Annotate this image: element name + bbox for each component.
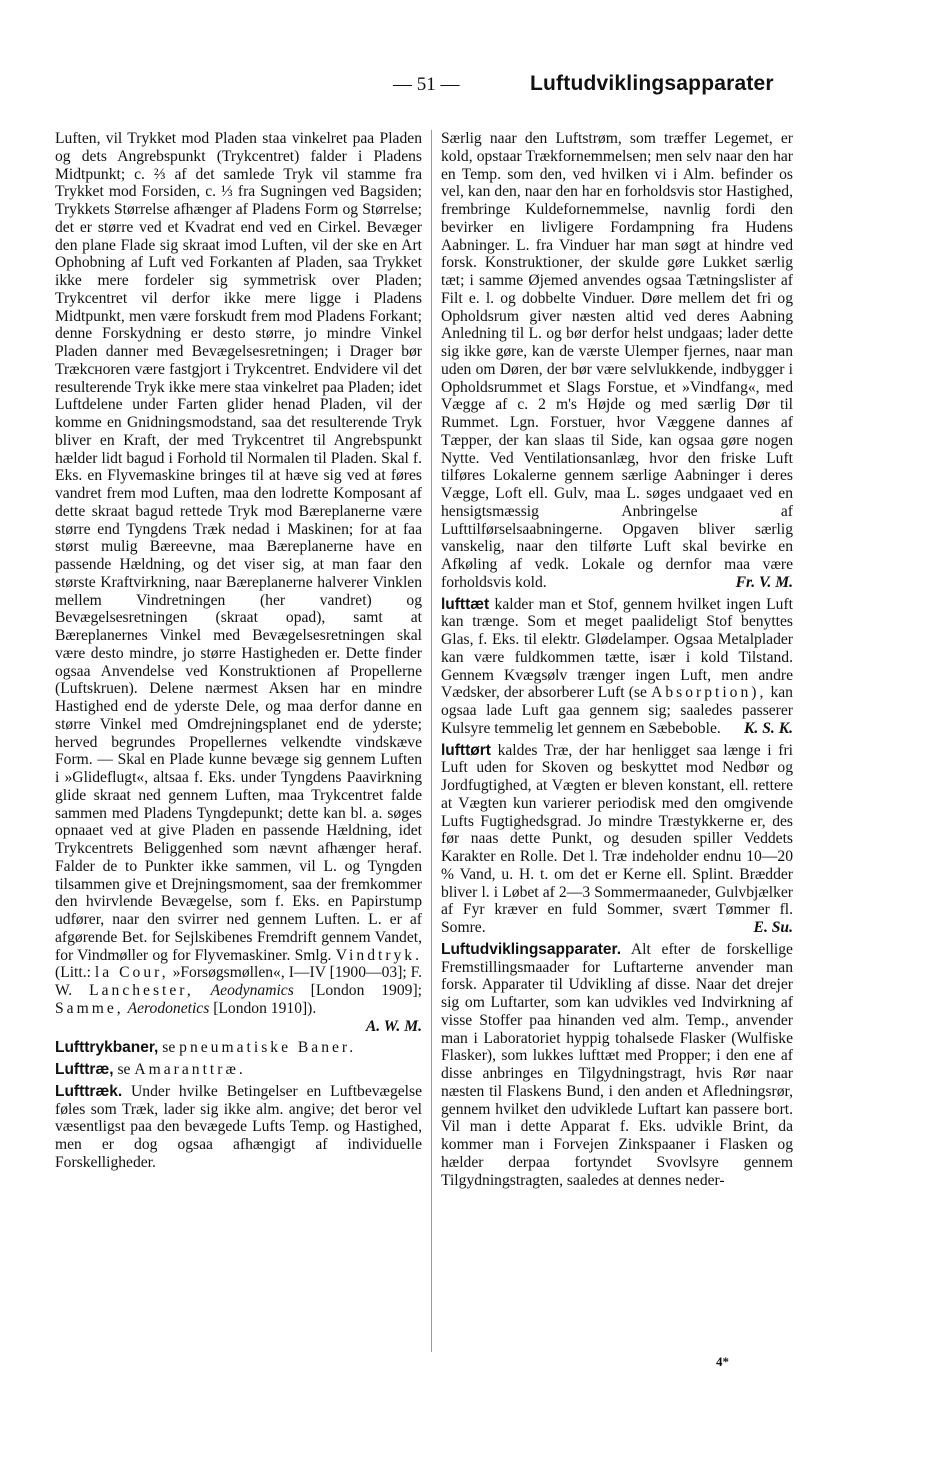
book-title: Aeodynamics [210,982,294,999]
entry-text: Luften, vil Trykket mod Pladen staa vinkelret paa Pladen og dets Angrebspunkt (Trykcentret) falder i Pladens Midtpunkt; c. ⅔ af det samlede Tryk vil stamme fra Trykket mod Forsiden, c. ⅓ fra Sugningen ved Bagsiden; Trykkets Størrelse afhænger af Pladens Form og Størrelse; det er større ved et Kvadrat end ved en Cirkel. Bevæger den plane Flade sig skraat imod Luften, vil der ske en Art Ophobning af Luft ved Forkanten af Pladen, saa Trykket ikke mere fordeler sig symmetrisk over Pladen; Trykcentret vil derfor ikke mere ligge i Pladens Midtpunkt, men være forskudt frem mod Pladens Forkant; denne Forskydning er desto større, jo mindre Vinkel Pladen danner med Bevægelsesretningen; i Drager bør Trækснoren være fastgjort i Trykcentret. Endvidere vil det resulterende Tryk ikke mere staa vinkelret paa Pladen; idet Luftdelene under Farten glider henad Pladen, vil der komme en Gnidningsmodstand, saa det resulterende Tryk bliver en Kraft, der med Trykcentret til Angrebspunkt hælder lidt bagud i Forhold til Normalen til Pladen. Skal f. Eks. en Flyvemaskine bringes til at hæve sig ved at føres vandret frem mod Luften, maa den lodrette Komposant af dette skraat bagud rettede Tryk mod Bæreplanerne være større end Tyngdens Træk nedad i Maskinen; for at faa størst mulig Bæreevne, maa Bæreplanerne have en passende Hældning, og det viser sig, at man faar den største Kraftvirkning, naar Bæreplanerne halverer Vinklen mellem Vindretningen (her vandret) og Bevægelsesretningen (skraat opad), samt at Bæreplanernes Vinkel med Bevægelsesretningen skal være desto mindre, jo større Hastigheden er. Dette finder ogsaa Anvendelse ved Konstruktionen af Propellerne (Luftskruen). Delene nærmest Aksen har en mindre Hastighed end de yderste Dele, og maa derfor danne en større Vinkel med Omdrejningsplanet end de yderste; herved begrundes Propellernes velkendte vindskæve Form. — Skal en Plade kunne bevæge sig gennem Luften i »Glideflugt«, altsaa f. Eks. under Tyngdens Paavirkning glide skraat ned gennem Luften, maa Trykcentret falde sammen med Pladens Tyngdepunkt; dette kan bl. a. søges opnaaet ved at give Pladen en passende Hældning, idet Trykcentrets Beliggenhed som nævnt afhænger heraf. Falder de to Punkter ikke sammen, vil L. og Tyngden tilsammen give et Drejningsmoment, saa der fremkommer den hvirvlende Bevægelse, som f. Eks. en Papirstump udfører, naar den svirrer ned gennem Luften. L. er af afgørende Bet. for Sejlskibenes Fremdrift gennem Vandet, for Vindmøller og for Flyvemaskiner. Smlg. [55,130,422,964]
cross-reference: pneumatiske Baner. [179,1039,357,1057]
entry-luftraek [55,1083,422,1172]
entry-headword: Lufttrykbaner, [55,1039,159,1057]
entry-headword: Luftudviklingsapparater. [441,940,622,958]
running-title: Luftudviklingsapparater [530,72,774,95]
entry-text: kan ogsaa lade Luft gaa gennem sig; saaledes passerer Kulsyre temmelig let gennem en Sæbeboble. [441,684,793,737]
entry-lufttrykbaner [55,1039,422,1057]
page-number: — 51 — [393,74,460,95]
entry-text: kaldes Træ, der har henligget saa længe i fri Luft uden for Skoven og beskyttet mod Nedbør og Jordfugtighed, at Vægten er bleven konstant, ell. rettere at Vægten kun varierer periodisk med den omgivende Lufts Fugtighedsgrad. Jo mindre Træstykkerne er, des før naas dette Punkt, og desuden spiller Veddets Karakter en Rolle. Det l. Træ indeholder endnu 10—20 % Vand, u. H. t. om det er Kerne ell. Splint. Brædder bliver l. i Løbet af 2—3 Sommermaaneder, Gulvbjælker af Fyr kræver en fuld Sommer, svært Tømmer fl. Somre. [441,741,793,936]
author-signature: Fr. V. M. [735,573,793,591]
entry-text: kalder man et Stof, gennem hvilket ingen Luft kan trænge. Som et meget paalideligt Stof benyttes Glas, f. Eks. til elektr. Glødelamper. Ogsaa Metalplader kan være fuldkommen tætte, især i kold Tilstand. Gennem Kvægsølv trænger ingen Luft, men andre Vædsker, der absorberer Luft (se [441,595,793,702]
see-label: se [162,1039,176,1057]
entry-headword: lufttørt [441,741,491,759]
literature-text: [London 1909]; [310,982,422,999]
column-divider [431,130,432,1352]
see-label: se [117,1061,131,1078]
page-header [0,70,928,104]
author-signature: E. Su. [753,919,793,936]
literature-label: (Litt.: [55,964,91,982]
entry-luftraek-continuation [441,130,793,592]
entry-luft-continuation [55,130,422,1035]
cross-reference: Absorption), [651,684,767,702]
entry-luftudviklingsapparater [441,941,793,1190]
signature-mark: 4* [716,1354,729,1369]
author-name: la Cour, [94,964,169,982]
entry-lufttrae [55,1061,422,1079]
author-name: Samme, [55,999,124,1017]
literature-text: [London 1910]). [213,999,317,1017]
entry-headword: lufttæt [441,595,490,613]
entry-lufttort [441,742,793,937]
literature-text: »Forsøgsmøllen«, I—IV [1900—03]; F. W. [55,964,422,999]
entry-headword: Lufttræk. [55,1082,123,1100]
entry-luftaet [441,596,793,738]
entry-text: Særlig naar den Luftstrøm, som træffer Legemet, er kold, opstaar Trækfornemmelsen; men selv naar den har en Temp. som den, ved hvilken vi i Alm. befinder os vel, kan den, naar den har en forholdsvis stor Hastighed, frembringe Kuldefornemmelse, navnlig fordi den bevirker en livligere Fordampning fra Hudens Aabninger. L. fra Vinduer har man søgt at hindre ved forsk. Konstruktioner, der skulde gøre Lukket særlig tæt; i samme Øjemed anvendes ogsaa Tætningslister af Filt e. l. og dobbelte Vinduer. Døre mellem det fri og Opholdsrum giver næsten altid ved deres Aabning Anledning til L. og bør derfor helst undgaas; lader dette sig ikke gøre, kan de værste Ulemper fjernes, naar man uden om Døren, der bør være selvlukkende, indbygger i Opholdsrummet et Slags Forstue, et »Vindfang«, med Vægge af c. 2 m's Højde og med særlig Dør til Rummet. Lgn. Forstuer, hvor Væggene dannes af Tæpper, der kan slaas til Side, kan ogsaa gøre nogen Nytte. Ved Ventilationsanlæg, hvor den friske Luft tilføres Lokalerne gennem særlige Aabninger i deres Vægge, Loft ell. Gulv, maa L. søges undgaaet ved en hensigtsmæssig Anbringelse af Lufttilførselsaabningerne. Opgaven bliver særlig vanskelig, naar den tilførte Luft skal bevirke en Afkøling af vedk. Lokale og dernfor maa være forholdsvis kold. [441,130,793,591]
entry-text: Under hvilke Betingelser en Luftbevægelse føles som Træk, lader sig ikke alm. angive; det beror vel væsentligst paa den bevægede Lufts Temp. og Hastighed, men er dog ogsaa afhængigt af individuelle Forskelligheder. [55,1082,422,1171]
author-signature: A. W. M. [365,1017,422,1035]
book-title: Aerodonetics [127,999,210,1017]
cross-reference: Amaranttræ. [134,1061,246,1078]
right-column [441,130,793,1189]
entry-text: Alt efter de forskellige Fremstillingsmaader for Luftarterne anvender man forsk. Apparater til Udvikling af disse. Naar det drejer sig om Luftarter, som kan udvikles ved Indvirkning af visse Stoffer paa hinanden ved alm. Temp., anvender man i Laboratoriet hyppig tohalsede Flasker (Wulfiske Flasker), som lukkes lufttæt med Propper; i den ene af disse anbringes en Tilgydningstragt, hvis Rør naar næsten til Flaskens Bund, i den anden et Afledningsrør, gennem hvilket den udviklede Luftart kan passere bort. Vil man i dette Apparat f. Eks. udvikle Brint, da kommer man i Forvejen Zinkspaaner i Flasken og hælder derpaa fortyndet Svovlsyre gennem Tilgydningstragten, saaledes at dennes neder- [441,940,793,1189]
author-name: Lanchester, [89,982,194,999]
cross-reference: Vindtryk. [335,946,423,964]
author-signature: K. S. K. [744,719,793,737]
entry-headword: Lufttræ, [55,1061,114,1078]
left-column [55,130,422,1172]
